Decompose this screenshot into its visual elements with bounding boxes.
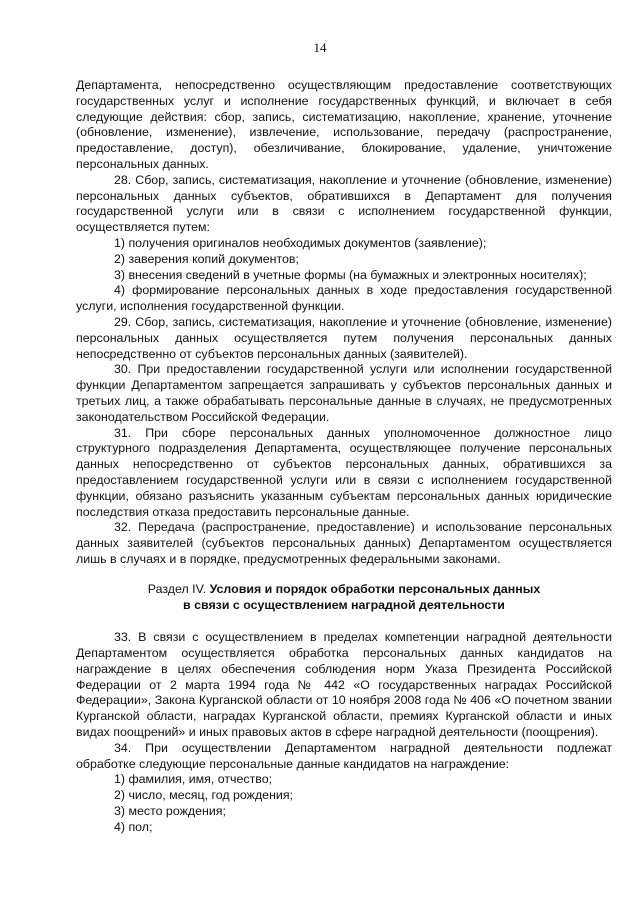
list-item: 4) формирование персональных данных в ходе предоставления государственной услуги, исполнения государственной функции.: [76, 283, 612, 314]
list-item: 2) число, месяц, год рождения;: [114, 788, 293, 803]
list-item: 1) получения оригиналов необходимых документов (заявление);: [114, 235, 487, 250]
section-title-part-2: в связи с осуществлением наградной деятельности: [183, 597, 505, 612]
list-item: 3) место рождения;: [114, 804, 226, 819]
list-item: 3) внесения сведений в учетные формы (на бумажных и электронных носителях);: [114, 267, 587, 282]
list-item: 1) фамилия, имя, отчество;: [114, 772, 273, 787]
section-heading-line-2: [76, 598, 612, 614]
paragraph-34: 34. При осуществлении Департаментом наградной деятельности подлежат обработке следующие персональные данные кандидатов на награждение:: [76, 740, 612, 771]
paragraph-31: 31. При сборе персональных данных уполномоченное должностное лицо структурного подразделения Департамента, осуществляющее получение персональных данных непосредственно от субъектов персональных данных, обратившихся за предоставлением государственной услуги или в связи с исполнением государственной функции, обязано разъяснить указанным субъектам персональных данных юридические последствия отказа предоставить персональные данные.: [76, 425, 612, 519]
list-item: 4) пол;: [114, 819, 153, 834]
section-heading: [76, 582, 612, 614]
section-prefix: Раздел IV.: [147, 581, 210, 596]
section-heading-line-1: [76, 582, 612, 598]
section-title-part-1: Условия и порядок обработки персональных данных: [209, 581, 541, 596]
paragraph-30: 30. При предоставлении государственной услуги или исполнении государственной функции Департаментом запрещается запрашивать у субъектов персональных данных и третьих лиц, а также обрабатывать персональные данные в случаях, не предусмотренных законодательством Российской Федерации.: [76, 362, 612, 424]
document-body: [76, 78, 612, 836]
paragraph-32: 32. Передача (распространение, предоставление) и использование персональных данных заявителей (субъектов персональных данных) Департаментом осуществляется лишь в случаях и в порядке, предусмотренных федеральными законами.: [76, 520, 612, 566]
paragraph-33: 33. В связи с осуществлением в пределах компетенции наградной деятельности Департаментом осуществляется обработка персональных данных кандидатов на награждение в целях обеспечения соблюдения норм Указа Президента Российской Федерации от 2 марта 1994 года № 442 «О государственных наградах Российской Федерации», Закона Курганской области от 10 ноября 2008 года № 406 «О почетном звании Курганской области, наградах Курганской области, премиях Курганской области и иных видах поощрений» и иных правовых актов в сфере наградной деятельности (поощрения).: [76, 630, 612, 740]
list-item: 2) заверения копий документов;: [114, 251, 299, 266]
paragraph-28: 28. Сбор, запись, систематизация, накопление и уточнение (обновление, изменение) персональных данных субъектов, обратившихся в Департамент для получения государственной услуги или в связи с исполнением государственной функции, осуществляется путем:: [76, 172, 612, 235]
paragraph-continuation: Департамента, непосредственно осуществляющим предоставление соответствующих государственных услуг и исполнение государственных функций, и включает в себя следующие действия: сбор, запись, систематизацию, накопление, хранение, уточнение (обновление, изменение), извлечение, использование, передачу (распространение, предоставление, доступ), обезличивание, блокирование, удаление, уничтожение персональных данных.: [76, 78, 612, 171]
page-number: 14: [313, 40, 327, 55]
paragraph-29: 29. Сбор, запись, систематизация, накопление и уточнение (обновление, изменение) персональных данных осуществляется путем получения персональных данных непосредственно от субъектов персональных данных (заявителей).: [76, 314, 612, 361]
